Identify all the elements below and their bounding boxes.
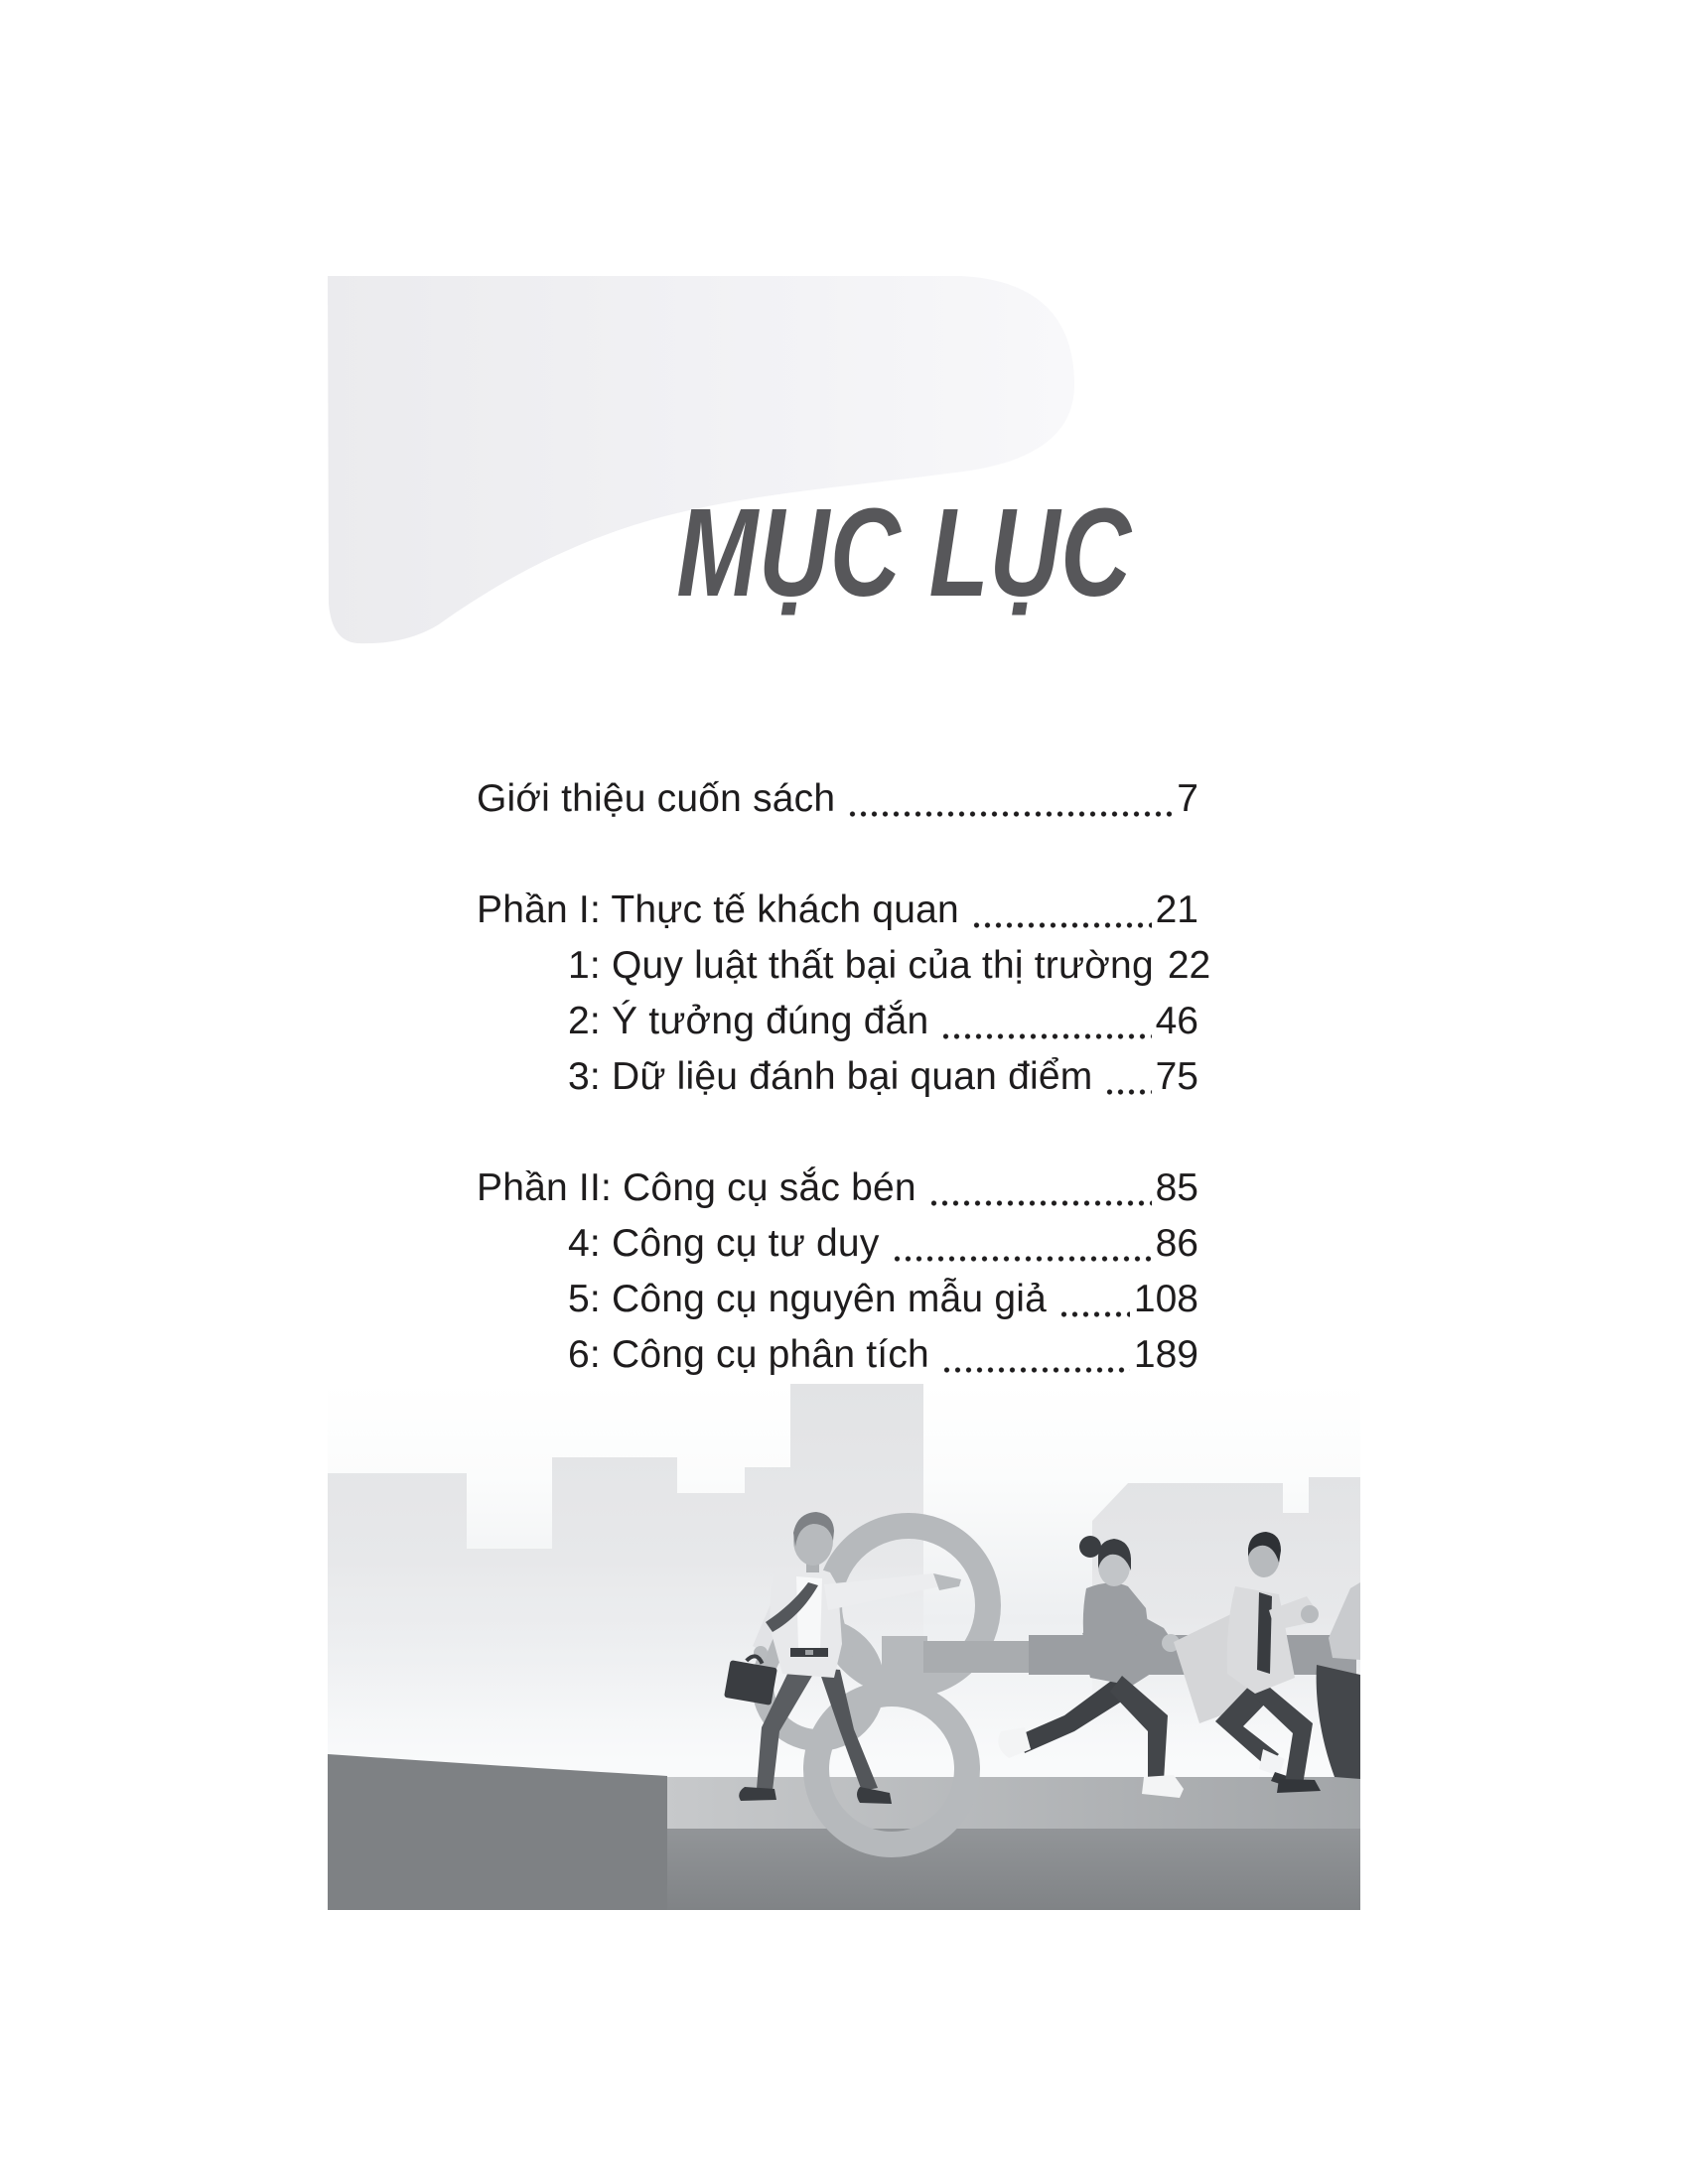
page-title: MỤC LỤC — [676, 482, 1132, 622]
dot-leader — [969, 884, 1152, 939]
toc-entry-page: 86 — [1155, 1222, 1198, 1265]
toc-entry[interactable] — [477, 1273, 1198, 1328]
toc-entry-label: 6: Công cụ phân tích — [568, 1333, 929, 1376]
dot-leader — [926, 1161, 1152, 1217]
businessman-front-shoe — [739, 1787, 776, 1801]
toc-entry-label: Phần II: Công cụ sắc bén — [477, 1166, 916, 1209]
dot-leader — [845, 772, 1173, 828]
runner-man-tie — [1257, 1592, 1272, 1674]
toc-entry-page: 7 — [1177, 777, 1198, 820]
toc-entry-page: 189 — [1133, 1333, 1198, 1376]
toc-entry[interactable] — [477, 1050, 1198, 1106]
toc-entry-label: 2: Ý tưởng đúng đắn — [568, 1000, 929, 1042]
dot-leader — [1056, 1273, 1130, 1328]
toc-entry-page: 22 — [1167, 944, 1211, 987]
ground-slope — [328, 1754, 667, 1910]
toc-entry-label: Phần I: Thực tế khách quan — [477, 888, 959, 931]
toc-entry-label: 1: Quy luật thất bại của thị trường — [568, 944, 1154, 987]
toc-entry-page: 75 — [1155, 1055, 1198, 1098]
toc-entry[interactable] — [477, 1161, 1198, 1217]
toc-entry-label: 4: Công cụ tư duy — [568, 1222, 880, 1265]
woman-hair-bun — [1079, 1536, 1101, 1558]
dot-leader — [1102, 1050, 1151, 1106]
toc-entry[interactable] — [477, 995, 1198, 1050]
toc-entry[interactable] — [477, 772, 1198, 828]
toc-entry[interactable] — [477, 1217, 1198, 1273]
toc-entry[interactable] — [477, 884, 1198, 939]
toc-entry-label: 3: Dữ liệu đánh bại quan điểm — [568, 1055, 1093, 1098]
dot-leader — [938, 995, 1151, 1050]
ground-lower — [667, 1829, 1360, 1910]
toc-entry-page: 85 — [1155, 1166, 1198, 1209]
toc-entry-page: 21 — [1155, 888, 1198, 931]
toc-entry-page: 46 — [1155, 1000, 1198, 1042]
dot-leader — [890, 1217, 1152, 1273]
runner-man-fist — [1301, 1605, 1319, 1623]
toc-list — [477, 772, 1211, 1384]
toc-entry-label: 5: Công cụ nguyên mẫu giả — [568, 1278, 1047, 1320]
toc-entry-page: 108 — [1133, 1278, 1198, 1320]
toc-entry[interactable] — [477, 1328, 1198, 1384]
dot-leader — [939, 1328, 1130, 1384]
illustration — [328, 1382, 1360, 1913]
toc-entry[interactable] — [477, 939, 1211, 995]
runner-man-front-shoe — [1277, 1779, 1321, 1793]
toc-entry-label: Giới thiệu cuốn sách — [477, 777, 836, 820]
